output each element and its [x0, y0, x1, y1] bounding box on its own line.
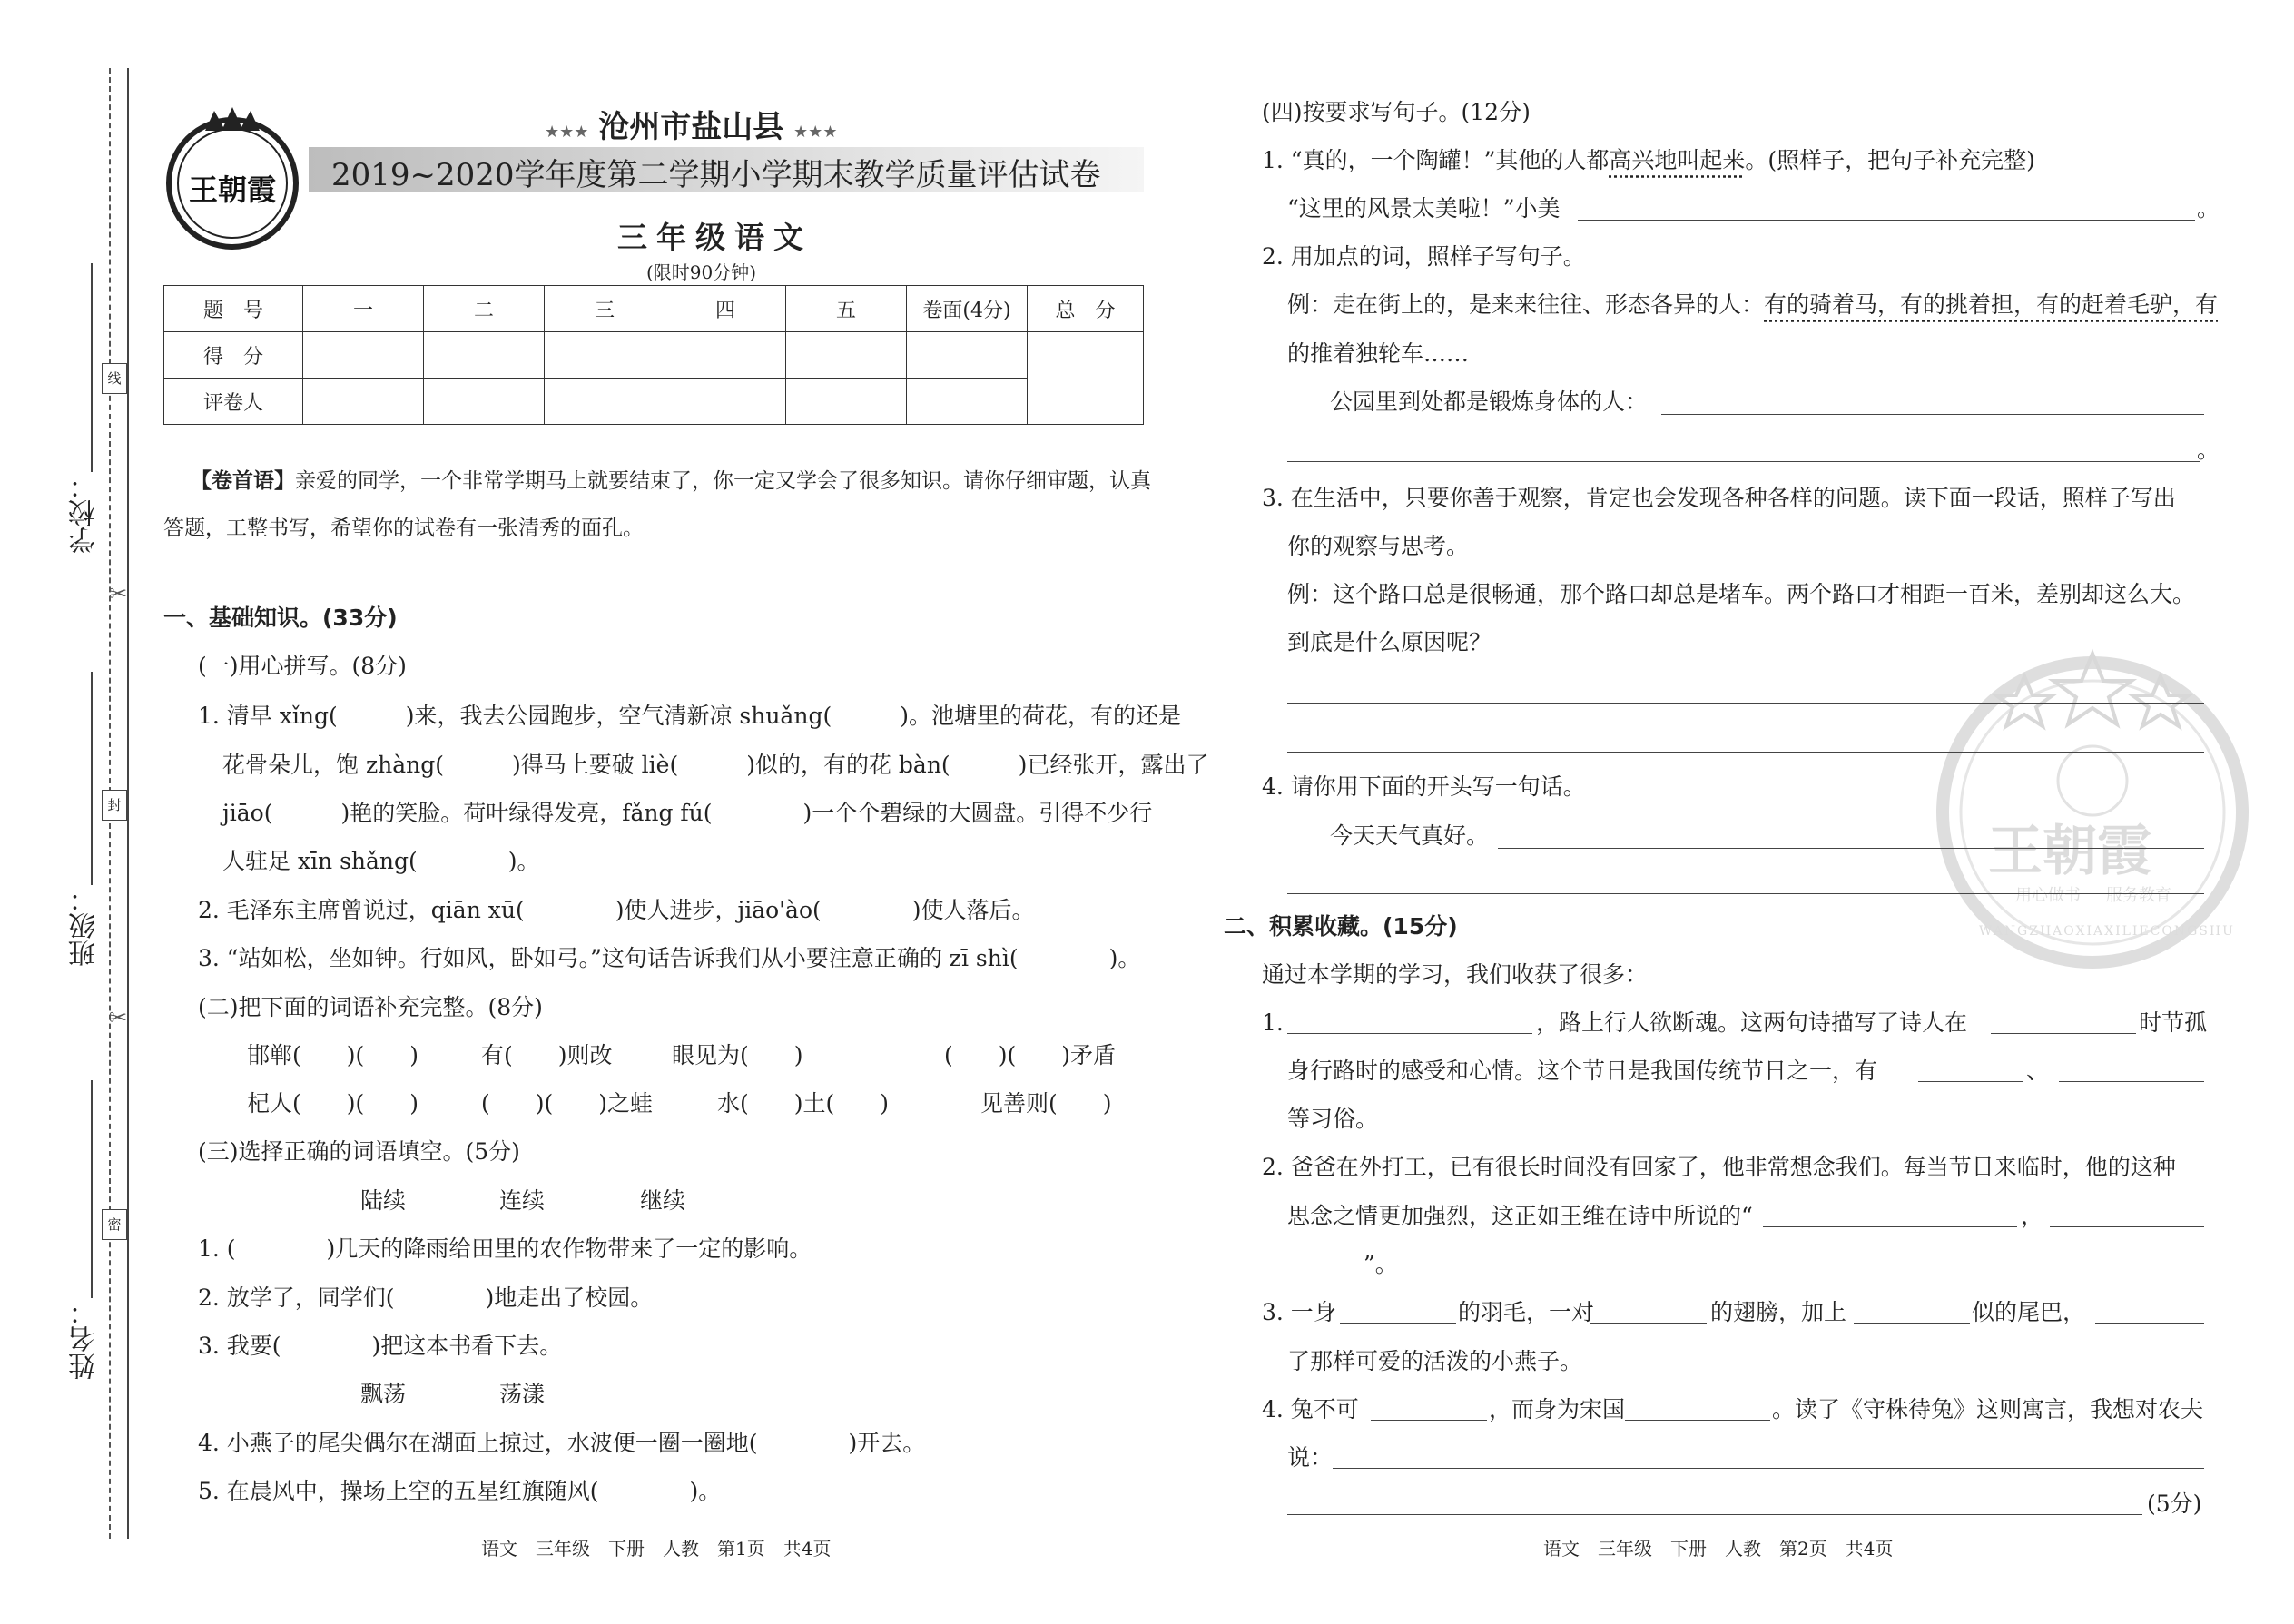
answer-line[interactable] — [1287, 893, 2204, 894]
word-choice: 继续 — [640, 1187, 686, 1214]
sentence-task-3: 你的观察与思考。 — [1287, 533, 1470, 559]
grader-cell[interactable] — [907, 379, 1028, 425]
question-1-line: 人驻足 xīn shǎng( )。 — [222, 848, 540, 874]
answer-line[interactable] — [1625, 1420, 1770, 1421]
part-2-heading: (二)把下面的词语补充完整。(8分) — [198, 994, 543, 1020]
class-label: 班级： — [69, 885, 101, 967]
idiom-item: 见善则( ) — [980, 1090, 1112, 1117]
accum-1: 1. — [1262, 1009, 1284, 1036]
answer-line[interactable] — [1661, 414, 2204, 415]
score-cell[interactable] — [907, 332, 1028, 379]
star-icons: ★★★ — [545, 123, 589, 142]
choice-question: 1. ( )几天的降雨给田里的农作物带来了一定的影响。 — [198, 1235, 812, 1262]
score-cell[interactable] — [545, 332, 665, 379]
seal-mark-xian: 线 — [102, 363, 127, 394]
col-header: 一 — [303, 286, 424, 332]
col-header: 五 — [786, 286, 907, 332]
answer-line[interactable] — [1590, 1323, 1707, 1324]
watermark-brand: 王朝霞 — [1988, 820, 2151, 883]
accum-3: 似的尾巴， — [1972, 1299, 2086, 1325]
idiom-item: 有( )则改 — [481, 1042, 613, 1068]
example-text: 到底是什么原因呢？ — [1287, 629, 1492, 655]
answer-line[interactable] — [1991, 1033, 2136, 1034]
grader-cell[interactable] — [303, 379, 424, 425]
sentence-task-1-note: 。(照样子，把句子补充完整) — [1745, 147, 2035, 173]
answer-line[interactable] — [1287, 703, 2204, 704]
exam-title: 2019~2020学年度第二学期小学期末教学质量评估试卷 — [331, 157, 1101, 193]
preface-text: 亲爱的同学，一个非常学期马上就要结束了，你一定又学会了很多知识。请你仔细审题，认真 — [295, 469, 1151, 493]
score-cell[interactable] — [786, 332, 907, 379]
preface-label: 【卷首语】 — [191, 469, 295, 493]
accum-3: 的羽毛，一对 — [1458, 1299, 1595, 1325]
choice-question: 2. 放学了，同学们( )地走出了校园。 — [198, 1284, 654, 1311]
col-header: 二 — [424, 286, 545, 332]
score-cell[interactable] — [665, 332, 786, 379]
choice-question: 3. 我要( )把这本书看下去。 — [198, 1333, 563, 1359]
part-4-heading: (四)按要求写句子。(12分) — [1262, 99, 1531, 125]
name-field-line[interactable] — [91, 1080, 93, 1298]
col-header: 四 — [665, 286, 786, 332]
school-field-line[interactable] — [91, 263, 93, 472]
watermark-seal — [1925, 635, 2260, 971]
seal-mark-mi: 密 — [102, 1209, 127, 1240]
grader-cell[interactable] — [786, 379, 907, 425]
question-1-line: 1. 清早 xǐng( )来，我去公园跑步，空气清新凉 shuǎng( )。池塘里的荷花，有的还是 — [198, 703, 1181, 729]
word-choice: 荡漾 — [499, 1381, 546, 1407]
choice-question: 5. 在晨风中，操场上空的五星红旗随风( )。 — [198, 1478, 722, 1504]
dotted-words: 高兴地叫起来 — [1609, 147, 1746, 173]
logo-text: 王朝霞 — [189, 172, 277, 207]
answer-line[interactable] — [1763, 1226, 2017, 1227]
answer-line[interactable] — [1578, 220, 2195, 221]
accum-2: 思念之情更加强烈，这正如王维在诗中所说的“ — [1287, 1203, 1753, 1229]
answer-line[interactable] — [1854, 1323, 1970, 1324]
watermark-slogan: 用心做书 — [2015, 886, 2081, 905]
answer-line[interactable] — [2059, 1081, 2204, 1082]
section-2-intro: 通过本学期的学习，我们收获了很多： — [1262, 961, 1649, 988]
score-cell[interactable] — [424, 332, 545, 379]
sentence-prompt: 今天天气真好。 — [1330, 822, 1490, 849]
accum-1-sep: 、 — [2026, 1058, 2050, 1084]
sentence-task-3: 3. 在生活中，只要你善于观察，肯定也会发现各种各样的问题。读下面一段话，照样子写出 — [1262, 485, 2176, 511]
sentence-prompt: “这里的风景太美啦！”小美 — [1287, 195, 1561, 221]
watermark-slogan: 服务教育 — [2106, 886, 2171, 905]
watermark-ring-text: WANGZHAOXIAXILIECONGSHU — [1979, 924, 2235, 939]
answer-line[interactable] — [1287, 1033, 1532, 1034]
score-note: (5分) — [2147, 1491, 2202, 1517]
accum-3: 的翅膀，加上 — [1710, 1299, 1847, 1325]
idiom-item: ( )( )矛盾 — [944, 1042, 1117, 1068]
accum-4: ，而身为宋国 — [1489, 1396, 1626, 1422]
idiom-item: 眼见为( ) — [672, 1042, 803, 1068]
page-footer: 语文 三年级 下册 人教 第1页 共4页 — [481, 1538, 832, 1560]
subject-title: 三年级语文 — [617, 220, 812, 255]
sentence-task-1: 1. “真的，一个陶罐！”其他的人都 — [1262, 147, 1610, 173]
region-title: 沧州市盐山县 — [598, 109, 784, 145]
answer-line[interactable] — [1287, 1514, 2142, 1515]
accum-1: 身行路时的感受和心情。这个节日是我国传统节日之一，有 — [1287, 1058, 1878, 1084]
example-text-dotted: 有的骑着马，有的挑着担，有的赶着毛驴，有 — [1764, 291, 2219, 318]
accum-2: 2. 爸爸在外打工，已有很长时间没有回家了，他非常想念我们。每当节日来临时，他的这种 — [1262, 1154, 2176, 1180]
period-mark: 。 — [2197, 437, 2220, 463]
total-score-cell[interactable] — [1028, 332, 1144, 425]
choice-question: 4. 小燕子的尾尖偶尔在湖面上掠过，水波便一圈一圈地( )开去。 — [198, 1430, 926, 1456]
part-1-heading: (一)用心拼写。(8分) — [198, 653, 407, 679]
idiom-item: 邯郸( )( ) — [247, 1042, 419, 1068]
scissors-icon: ✂ — [109, 581, 128, 606]
answer-line[interactable] — [1287, 461, 2200, 462]
answer-line[interactable] — [1340, 1323, 1456, 1324]
page-footer: 语文 三年级 下册 人教 第2页 共4页 — [1543, 1538, 1894, 1560]
idiom-item: 水( )土( ) — [717, 1090, 890, 1117]
example-text: 例：走在街上的，是来来往往、形态各异的人： — [1287, 291, 1765, 318]
part-3-heading: (三)选择正确的词语填空。(5分) — [198, 1138, 520, 1165]
row-header: 题 号 — [164, 286, 303, 332]
answer-line[interactable] — [1287, 752, 2204, 753]
accum-3: 了那样可爱的活泼的小燕子。 — [1287, 1348, 1583, 1374]
answer-line[interactable] — [2095, 1323, 2204, 1324]
answer-line[interactable] — [1333, 1468, 2204, 1469]
question-1-line: jiāo( )艳的笑脸。荷叶绿得发亮，fǎng fú( )一个个碧绿的大圆盘。引得不少行 — [222, 800, 1153, 826]
seal-mark-feng: 封 — [102, 790, 127, 821]
col-header: 卷面(4分) — [907, 286, 1028, 332]
row-header: 得 分 — [164, 332, 303, 379]
name-label: 姓名： — [69, 1298, 101, 1380]
accum-1: 等习俗。 — [1287, 1106, 1379, 1132]
answer-line[interactable] — [1371, 1420, 1487, 1421]
preface-text: 答题，工整书写，希望你的试卷有一张清秀的面孔。 — [163, 517, 644, 540]
idiom-item: ( )( )之蛙 — [481, 1090, 654, 1117]
grader-cell[interactable] — [665, 379, 786, 425]
col-header: 总 分 — [1028, 286, 1144, 332]
section-2-heading: 二、积累收藏。(15分) — [1224, 913, 1458, 940]
col-header: 三 — [545, 286, 665, 332]
binding-line — [127, 68, 129, 1539]
answer-line[interactable] — [1498, 848, 2204, 849]
accum-3: 3. 一身 — [1262, 1299, 1336, 1325]
score-cell[interactable] — [303, 332, 424, 379]
accum-2-sep: ， — [2021, 1203, 2044, 1229]
section-1-heading: 一、基础知识。(33分) — [163, 605, 398, 631]
question-3: 3. “站如松，坐如钟。行如风，卧如弓。”这句话告诉我们从小要注意正确的 zī shì( )。 — [198, 945, 1141, 971]
grader-cell[interactable] — [545, 379, 665, 425]
accum-4: 4. 兔不可 — [1262, 1396, 1359, 1422]
class-field-line[interactable] — [91, 672, 93, 885]
example-text: 例：这个路口总是很畅通，那个路口却总是堵车。两个路口才相距一百米，差别却这么大。 — [1287, 581, 2196, 607]
accum-4: 。读了《守株待兔》这则寓言，我想对农夫 — [1772, 1396, 2204, 1422]
school-label: 学校： — [69, 472, 101, 554]
example-text: 的推着独轮车…… — [1287, 340, 1470, 367]
sentence-task-4: 4. 请你用下面的开头写一句话。 — [1262, 773, 1586, 800]
accum-1: ，路上行人欲断魂。这两句诗描写了诗人在 — [1536, 1009, 1968, 1036]
sentence-task-2: 2. 用加点的词，照样子写句子。 — [1262, 243, 1586, 270]
period-mark: 。 — [2197, 195, 2220, 221]
question-1-line: 花骨朵儿，饱 zhàng( )得马上要破 liè( )似的，有的花 bàn( )已经张开，露出了 — [222, 752, 1209, 778]
row-header: 评卷人 — [164, 379, 303, 425]
time-limit: (限时90分钟) — [646, 261, 757, 283]
scissors-icon: ✂ — [109, 1005, 128, 1030]
word-choice: 连续 — [499, 1187, 546, 1214]
accum-2: ”。 — [1364, 1251, 1398, 1277]
star-icons: ★★★ — [793, 123, 838, 142]
word-choice: 飘荡 — [360, 1381, 407, 1407]
sentence-prompt: 公园里到处都是锻炼身体的人： — [1330, 389, 1649, 415]
score-table — [163, 285, 1144, 425]
accum-1: 时节孤 — [2139, 1009, 2208, 1036]
logo — [154, 102, 310, 258]
accum-4: 说： — [1287, 1444, 1334, 1471]
grader-cell[interactable] — [424, 379, 545, 425]
answer-line[interactable] — [1918, 1081, 2023, 1082]
word-choice: 陆续 — [360, 1187, 407, 1214]
idiom-item: 杞人( )( ) — [247, 1090, 419, 1117]
answer-line[interactable] — [2050, 1226, 2204, 1227]
question-2: 2. 毛泽东主席曾说过，qiān xū( )使人进步，jiāo'ào( )使人落后。 — [198, 897, 1035, 923]
